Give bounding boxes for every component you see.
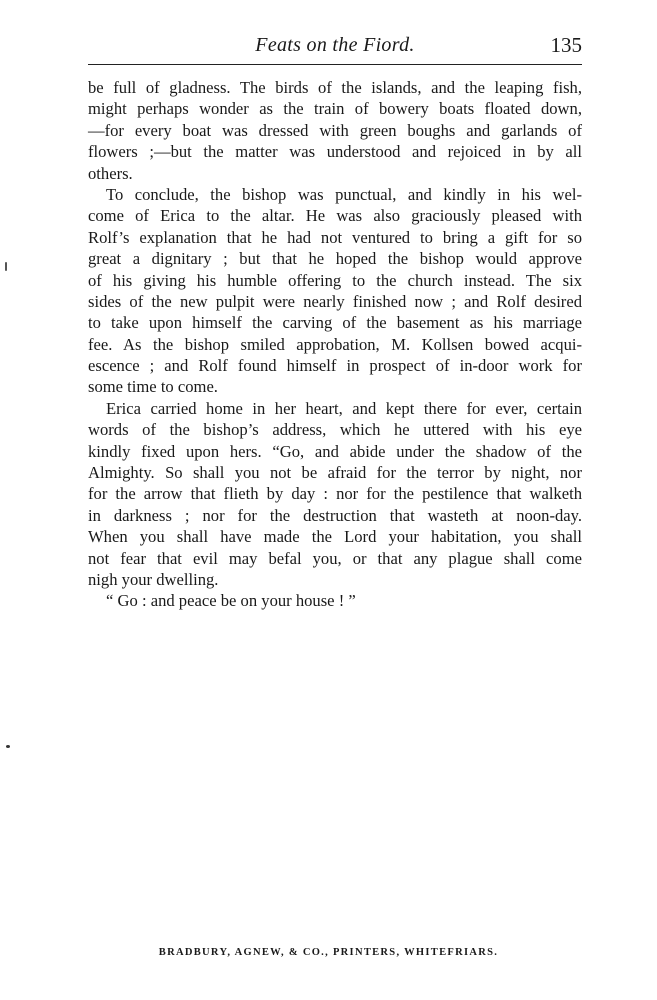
text-line: kindly fixed upon hers. “Go, and abide under the shadow of the <box>88 441 582 461</box>
text-line: Erica carried home in her heart, and kept there for ever, certain <box>106 398 582 418</box>
margin-speck <box>5 262 7 271</box>
text-line: —for every boat was dressed with green boughs and garlands of <box>88 120 582 140</box>
text-line: not fear that evil may befal you, or that any plague shall come <box>88 548 582 568</box>
text-line: nigh your dwelling. <box>88 569 219 589</box>
text-line: great a dignitary ; but that he hoped the bishop would approve <box>88 249 582 269</box>
page-number: 135 <box>550 33 582 57</box>
text-line: come of Erica to the altar. He was also graciously pleased with <box>88 206 582 226</box>
header-rule <box>88 64 582 65</box>
text-line: When you shall have made the Lord your habitation, you shall <box>88 527 582 547</box>
text-line: fee. As the bishop smiled approbation, M. Kollsen bowed acqui- <box>88 334 582 354</box>
text-line: escence ; and Rolf found himself in prospect of in-door work for <box>88 356 582 376</box>
text-line: Rolf’s explanation that he had not ventured to bring a gift for so <box>88 227 582 247</box>
printer-imprint: BRADBURY, AGNEW, & CO., PRINTERS, WHITEFRIARS. <box>158 947 499 958</box>
text-line: others. <box>88 163 133 183</box>
text-line: words of the bishop’s address, which he uttered with his eye <box>88 420 582 440</box>
text-line: Almighty. So shall you not be afraid for the terror by night, nor <box>88 463 582 483</box>
text-line: flowers ;—but the matter was understood and rejoiced in by all <box>88 142 582 162</box>
running-header <box>88 30 582 64</box>
running-title: Feats on the Fiord. <box>255 34 415 56</box>
text-line: some time to come. <box>88 377 218 397</box>
text-line: of his giving his humble offering to the church instead. The six <box>88 270 582 290</box>
text-line: might perhaps wonder as the train of bowery boats floated down, <box>88 99 582 119</box>
text-line: “ Go : and peace be on your house ! ” <box>106 591 356 611</box>
text-line: To conclude, the bishop was punctual, and kindly in his wel- <box>106 184 582 204</box>
body-text <box>88 77 582 612</box>
text-line: to take upon himself the carving of the basement as his marriage <box>88 313 582 333</box>
text-line: be full of gladness. The birds of the islands, and the leaping fish, <box>88 78 582 97</box>
text-line: in darkness ; nor for the destruction that wasteth at noon-day. <box>88 505 582 525</box>
text-line: for the arrow that flieth by day : nor for the pestilence that walketh <box>88 484 582 504</box>
margin-speck <box>6 745 10 748</box>
text-line: sides of the new pulpit were nearly finished now ; and Rolf desired <box>88 291 582 311</box>
